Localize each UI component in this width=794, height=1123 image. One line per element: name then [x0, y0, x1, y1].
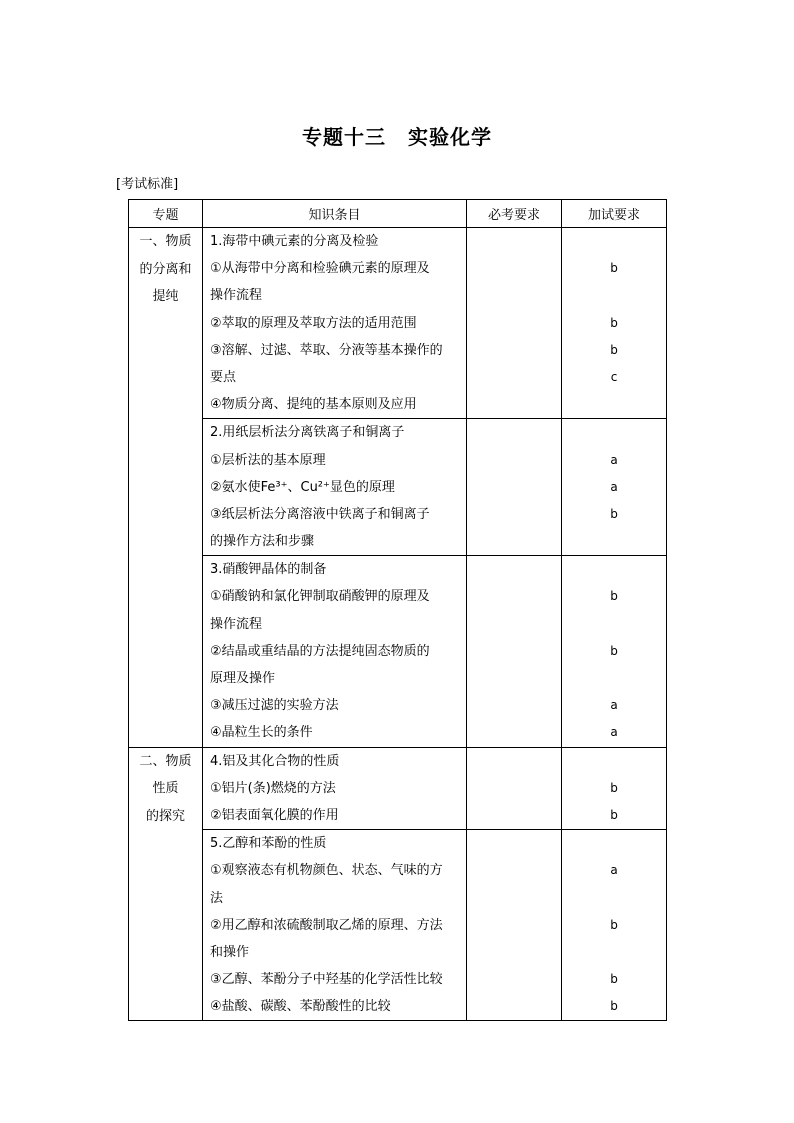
table-row: [129, 747, 667, 830]
exam-standards-table: [128, 199, 667, 1021]
required-cell: [467, 747, 562, 830]
additional-cell: b b: [562, 747, 667, 830]
page-title-part2: 实验化学: [408, 125, 492, 149]
knowledge-cell: 4.铝及其化合物的性质 ①铝片(条)燃烧的方法 ②铝表面氧化膜的作用: [203, 747, 467, 830]
knowledge-cell: 2.用纸层析法分离铁离子和铜离子 ①层析法的基本原理 ②氨水使Fe³⁺、Cu²⁺显色的原理 ③纸层析法分离溶液中铁离子和铜离子 的操作方法和步骤: [203, 419, 467, 556]
knowledge-cell: 5.乙醇和苯酚的性质 ①观察液态有机物颜色、状态、气味的方 法 ②用乙醇和浓硫酸制取乙烯的原理、方法 和操作 ③乙醇、苯酚分子中羟基的化学活性比较 ④盐酸、碳酸、苯酚酸性的比较: [203, 830, 467, 1021]
table-header-row: [129, 200, 667, 228]
table-row: [129, 830, 667, 1021]
topic-cell-properties: 二、物质 性质 的探究: [129, 747, 203, 1021]
table-row: [129, 228, 667, 419]
required-cell: [467, 228, 562, 419]
additional-cell: b b a a: [562, 556, 667, 747]
knowledge-cell: 1.海带中碘元素的分离及检验 ①从海带中分离和检验碘元素的原理及 操作流程 ②萃取的原理及萃取方法的适用范围 ③溶解、过滤、萃取、分液等基本操作的 要点 ④物质分离、提纯的基本原则及应用: [203, 228, 467, 419]
required-cell: [467, 830, 562, 1021]
table-row: [129, 556, 667, 747]
knowledge-cell: 3.硝酸钾晶体的制备 ①硝酸钠和氯化钾制取硝酸钾的原理及 操作流程 ②结晶或重结晶的方法提纯固态物质的 原理及操作 ③减压过滤的实验方法 ④晶粒生长的条件: [203, 556, 467, 747]
additional-cell: a b b b: [562, 830, 667, 1021]
required-cell: [467, 556, 562, 747]
additional-cell: a a b: [562, 419, 667, 556]
table-row: [129, 419, 667, 556]
additional-cell: b b b c: [562, 228, 667, 419]
header-knowledge: 知识条目: [203, 200, 467, 228]
header-topic: 专题: [129, 200, 203, 228]
header-required: 必考要求: [467, 200, 562, 228]
page-title: [0, 121, 794, 150]
section-label: [考试标准]: [116, 177, 179, 192]
page-title-part1: 专题十三: [302, 125, 386, 149]
header-additional: 加试要求: [562, 200, 667, 228]
topic-cell-separation: 一、物质 的分离和 提纯: [129, 228, 203, 748]
required-cell: [467, 419, 562, 556]
